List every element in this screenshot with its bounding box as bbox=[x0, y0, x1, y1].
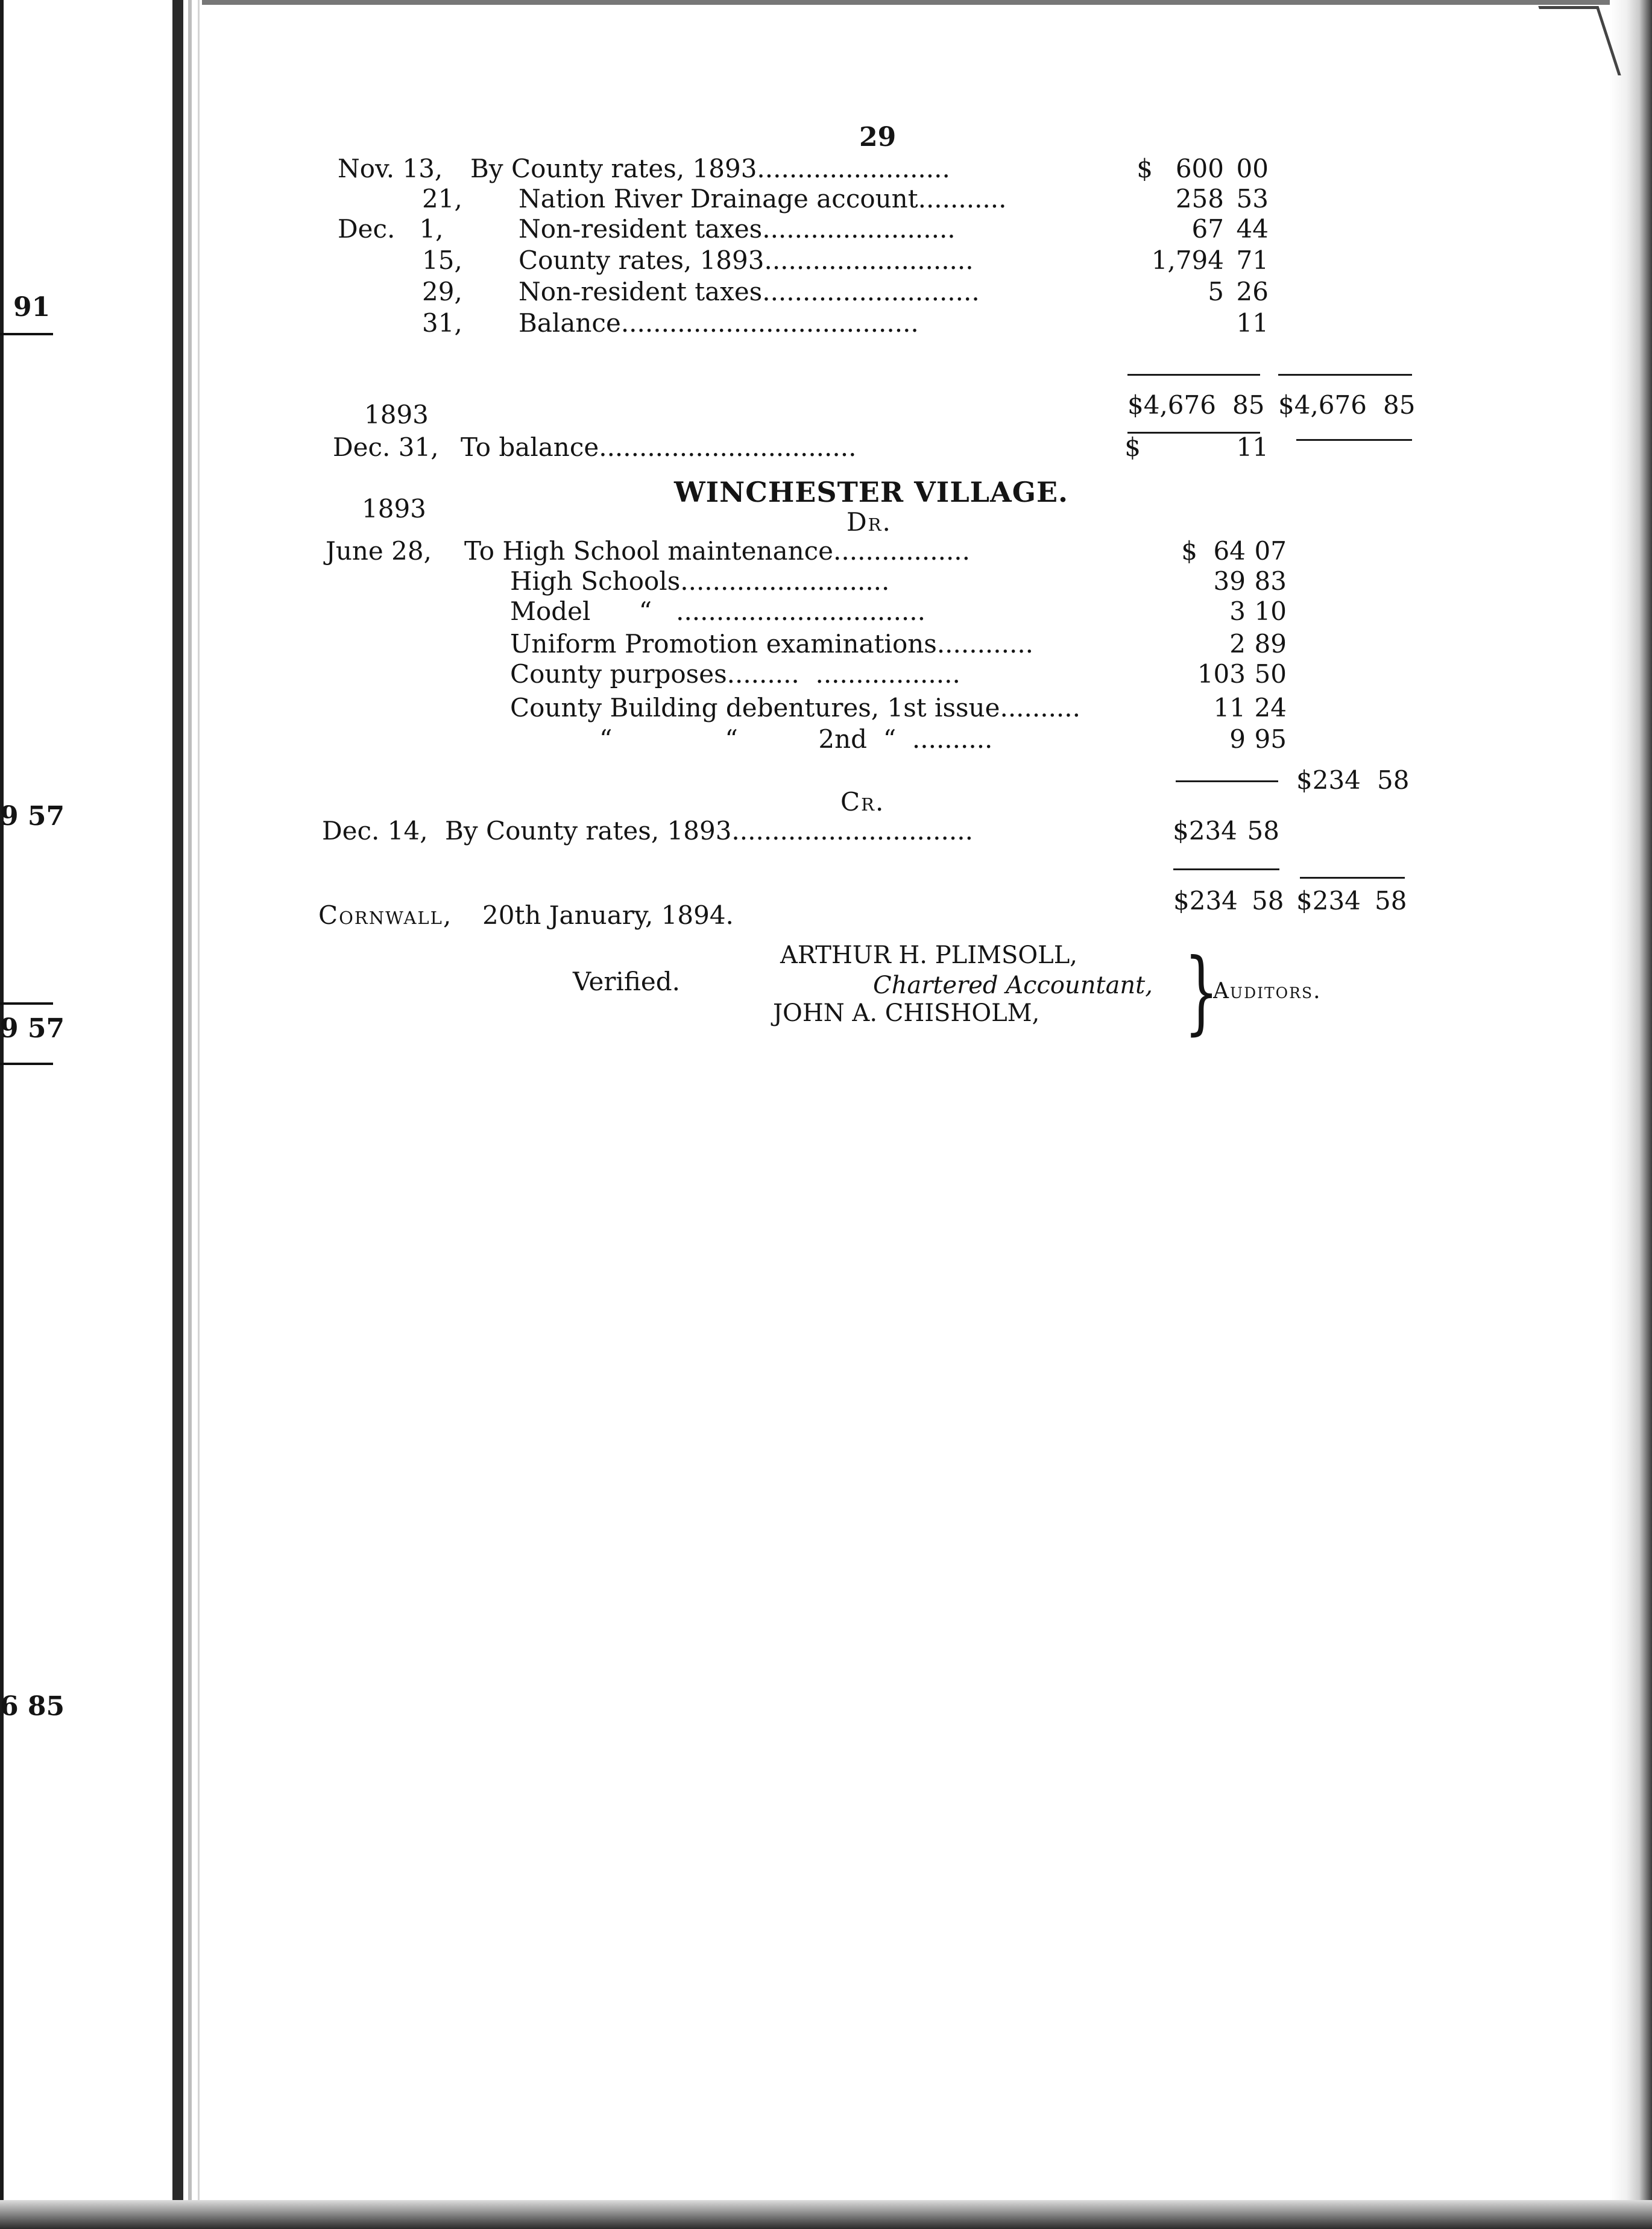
margin-fragment: 9 57 bbox=[0, 1013, 65, 1044]
ledger-row bbox=[322, 817, 1287, 848]
entry-description: County Building debentures, 1st issue.......... bbox=[510, 693, 1080, 722]
ledger-row bbox=[338, 215, 1278, 246]
gutter-line bbox=[198, 0, 200, 2229]
entry-date: June 28, bbox=[326, 536, 432, 566]
total-rule bbox=[1296, 439, 1412, 441]
ledger-row bbox=[326, 694, 1290, 725]
verified-label: Verified. bbox=[573, 967, 680, 996]
entry-cents: 58 bbox=[1247, 816, 1279, 846]
dollar-sign: $ bbox=[1124, 432, 1141, 462]
entry-cents: 24 bbox=[1254, 693, 1287, 722]
entry-amount: $234 bbox=[1173, 816, 1237, 846]
margin-rule bbox=[0, 1002, 53, 1005]
brace-icon: } bbox=[1184, 940, 1219, 1045]
ledger-row bbox=[326, 567, 1290, 598]
margin-fragment: 6 85 bbox=[0, 1691, 65, 1722]
cr-label: Cr. bbox=[840, 787, 885, 817]
ledger-row bbox=[338, 154, 1278, 186]
year-label: 1893 bbox=[364, 400, 429, 429]
entry-description: Model “ ............................... bbox=[510, 596, 925, 626]
entry-description: Uniform Promotion examinations............ bbox=[510, 629, 1034, 659]
margin-rule bbox=[0, 1063, 53, 1065]
entry-cents: 44 bbox=[1236, 214, 1269, 244]
entry-amount: 103 bbox=[1197, 659, 1246, 689]
ledger-row bbox=[338, 246, 1278, 277]
entry-cents: 10 bbox=[1254, 596, 1287, 626]
ledger-row bbox=[326, 660, 1290, 691]
page-corner-fold bbox=[1538, 6, 1621, 75]
entry-amount: 11 bbox=[1213, 693, 1246, 722]
entry-amount: 5 bbox=[1208, 277, 1224, 306]
auditor-name: JOHN A. CHISHOLM, bbox=[773, 999, 1040, 1027]
entry-date: Dec. 14, bbox=[322, 816, 428, 846]
entry-description: To High School maintenance................. bbox=[464, 536, 971, 566]
total-rule bbox=[1127, 374, 1260, 376]
ledger-row bbox=[326, 630, 1290, 661]
page-fold-right bbox=[1610, 0, 1652, 2229]
dr-label: Dr. bbox=[846, 507, 892, 537]
signoff-date: 20th January, 1894. bbox=[482, 900, 734, 930]
total-rule bbox=[1173, 868, 1279, 870]
scan-edge-bottom bbox=[0, 2200, 1652, 2229]
ledger-row bbox=[326, 597, 1290, 628]
entry-description: By County rates, 1893.............................. bbox=[445, 816, 973, 846]
entry-amount: 1,794 bbox=[1151, 245, 1224, 275]
entry-description: Balance..................................... bbox=[519, 308, 919, 338]
dr-total: $234 bbox=[1296, 765, 1361, 795]
margin-rule bbox=[0, 333, 53, 335]
ledger-row bbox=[338, 309, 1278, 340]
entry-description: Non-resident taxes........................ bbox=[519, 214, 956, 244]
dollar-sign: $ bbox=[1137, 154, 1153, 183]
entry-description: County rates, 1893.......................... bbox=[519, 245, 974, 275]
cr-total-left: $234 bbox=[1173, 886, 1238, 915]
entry-cents: 53 bbox=[1236, 184, 1269, 213]
entry-cents: 07 bbox=[1254, 536, 1287, 566]
entry-cents: 95 bbox=[1254, 724, 1287, 754]
cr-total-left-cents: 58 bbox=[1252, 886, 1284, 915]
signoff-place: Cornwall, bbox=[318, 900, 453, 930]
total-right: $4,676 bbox=[1278, 390, 1367, 420]
ledger-row bbox=[326, 537, 1290, 568]
entry-description: Non-resident taxes........................... bbox=[519, 277, 980, 306]
entry-date: 15, bbox=[422, 245, 462, 275]
margin-fragment: 91 bbox=[13, 292, 51, 323]
entry-description: “ “ 2nd “ .......... bbox=[599, 724, 993, 754]
ledger-row bbox=[338, 185, 1278, 216]
entry-amount: 67 bbox=[1191, 214, 1224, 244]
entry-amount: 64 bbox=[1213, 536, 1246, 566]
entry-amount: 600 bbox=[1175, 154, 1224, 183]
entry-cents: 83 bbox=[1254, 566, 1287, 596]
entry-date: Nov. 13, bbox=[338, 154, 443, 183]
ledger-row bbox=[326, 725, 1290, 756]
total-right-cents: 85 bbox=[1383, 390, 1416, 420]
previous-page-edge bbox=[172, 0, 183, 2229]
entry-description: By County rates, 1893........................ bbox=[470, 154, 950, 183]
auditor-name: ARTHUR H. PLIMSOLL, bbox=[780, 941, 1077, 969]
dollar-sign: $ bbox=[1181, 536, 1197, 566]
entry-amount: 9 bbox=[1229, 724, 1246, 754]
entry-description: County purposes......... .................. bbox=[510, 659, 960, 689]
total-left: $4,676 bbox=[1127, 390, 1216, 420]
auditors-label: Auditors. bbox=[1213, 979, 1322, 1004]
cr-total-right-cents: 58 bbox=[1375, 886, 1407, 915]
entry-cents: 89 bbox=[1254, 629, 1287, 659]
entry-amount: 39 bbox=[1213, 566, 1246, 596]
previous-page-shadow bbox=[188, 0, 192, 2229]
entry-amount: 3 bbox=[1229, 596, 1246, 626]
section-title: WINCHESTER VILLAGE. bbox=[674, 476, 1069, 508]
total-rule bbox=[1300, 877, 1405, 879]
ledger-row bbox=[338, 277, 1278, 309]
entry-date: Dec. 31, bbox=[333, 432, 439, 462]
entry-cents: 26 bbox=[1236, 277, 1269, 306]
auditor-title: Chartered Accountant, bbox=[873, 972, 1153, 999]
entry-description: Nation River Drainage account........... bbox=[519, 184, 1007, 213]
scan-edge-top bbox=[202, 0, 1652, 5]
year-label: 1893 bbox=[362, 494, 426, 523]
page-number: 29 bbox=[859, 122, 897, 153]
entry-cents: 50 bbox=[1254, 659, 1287, 689]
margin-fragment: 9 57 bbox=[0, 801, 65, 832]
entry-date: 21, bbox=[422, 184, 462, 213]
entry-amount: 258 bbox=[1175, 184, 1224, 213]
total-left-cents: 85 bbox=[1232, 390, 1265, 420]
total-rule bbox=[1278, 374, 1412, 376]
total-rule bbox=[1176, 780, 1278, 782]
entry-cents: 11 bbox=[1236, 308, 1269, 338]
ledger-row bbox=[333, 433, 1273, 464]
dr-total-cents: 58 bbox=[1377, 765, 1410, 795]
entry-cents: 00 bbox=[1236, 154, 1269, 183]
entry-date: Dec. 1, bbox=[338, 214, 444, 244]
entry-date: 31, bbox=[422, 308, 462, 338]
entry-cents: 11 bbox=[1236, 432, 1269, 462]
entry-description: To balance................................ bbox=[461, 432, 857, 462]
entry-cents: 71 bbox=[1236, 245, 1269, 275]
entry-amount: 2 bbox=[1229, 629, 1246, 659]
cr-total-right: $234 bbox=[1296, 886, 1361, 915]
entry-date: 29, bbox=[422, 277, 462, 306]
entry-description: High Schools.......................... bbox=[510, 566, 890, 596]
